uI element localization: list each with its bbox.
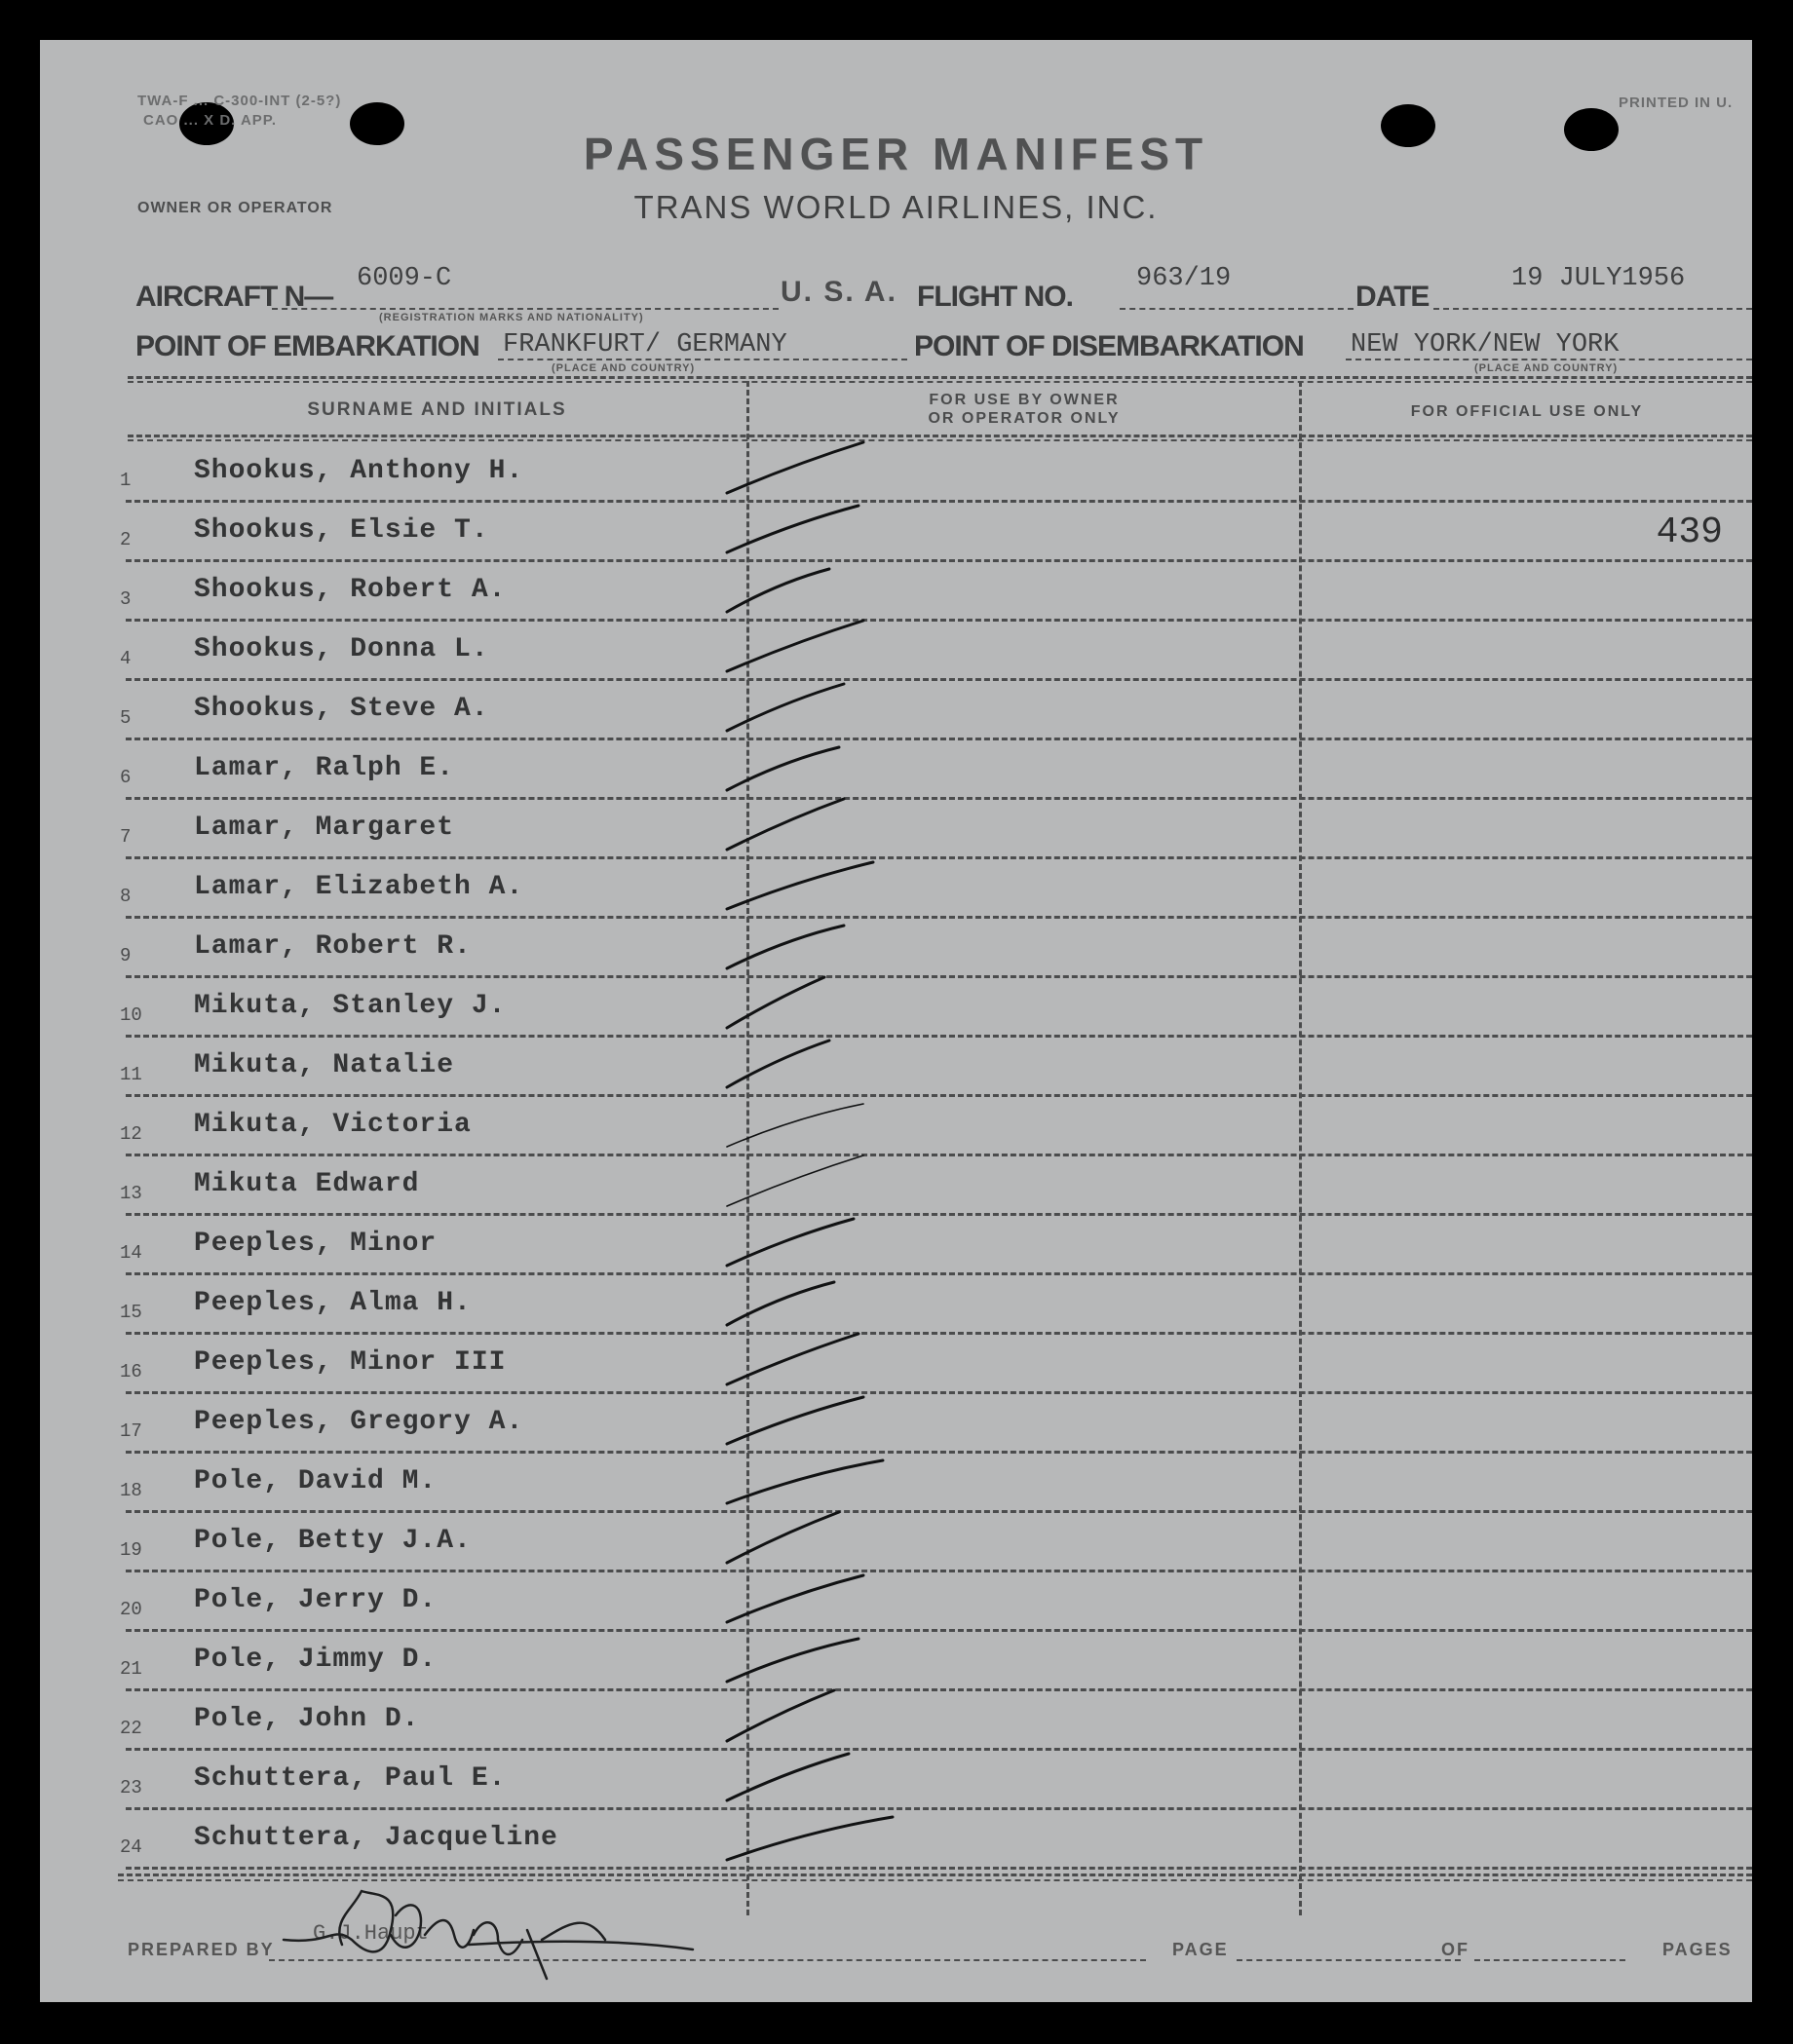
- official-use-value: 439: [1656, 511, 1723, 553]
- passenger-name: Pole, Jerry D.: [194, 1585, 438, 1615]
- row-number: 16: [120, 1361, 142, 1382]
- header-official-use: FOR OFFICIAL USE ONLY: [1410, 403, 1644, 420]
- row-number: 7: [120, 826, 132, 848]
- row-number: 8: [120, 886, 132, 907]
- row-number: 2: [120, 529, 132, 550]
- header-owner-use-text: FOR USE BY OWNER OR OPERATOR ONLY: [928, 392, 1121, 427]
- header-surname: SURNAME AND INITIALS: [307, 399, 567, 420]
- embark-place-note: (PLACE AND COUNTRY): [552, 362, 696, 374]
- form-title: PASSENGER MANIFEST: [583, 129, 1209, 179]
- passenger-name: Lamar, Ralph E.: [194, 753, 455, 783]
- row-number: 18: [120, 1480, 142, 1501]
- row-number: 22: [120, 1718, 142, 1739]
- passenger-name: Schuttera, Jacqueline: [194, 1823, 558, 1853]
- row-number: 21: [120, 1658, 142, 1680]
- passenger-name: Mikuta, Natalie: [194, 1050, 455, 1080]
- aircraft-label: AIRCRAFT N—: [135, 281, 333, 313]
- passenger-name: Pole, John D.: [194, 1704, 420, 1734]
- form-code-line2: CAO ... X D. APP.: [143, 112, 278, 129]
- page-label: PAGE: [1172, 1940, 1229, 1959]
- passenger-name: Peeples, Alma H.: [194, 1288, 472, 1318]
- passenger-name: Shookus, Anthony H.: [194, 456, 524, 486]
- signature: [40, 40, 1752, 2002]
- company-name: TRANS WORLD AIRLINES, INC.: [633, 189, 1159, 225]
- row-number: 15: [120, 1302, 142, 1323]
- of-underline: [1474, 1959, 1625, 1961]
- passenger-name: Shookus, Steve A.: [194, 694, 489, 724]
- flight-label: FLIGHT NO.: [917, 281, 1073, 313]
- prepared-by-label: PREPARED BY: [128, 1940, 275, 1959]
- row-number: 4: [120, 648, 132, 669]
- row-number: 24: [120, 1836, 142, 1858]
- printed-in-note: PRINTED IN U.: [1619, 95, 1734, 111]
- passenger-name: Mikuta Edward: [194, 1169, 420, 1199]
- passenger-name: Pole, Jimmy D.: [194, 1645, 438, 1675]
- embarkation-label: POINT OF EMBARKATION: [135, 330, 479, 362]
- passenger-name: Mikuta, Victoria: [194, 1110, 472, 1140]
- row-number: 9: [120, 945, 132, 966]
- passenger-name: Peeples, Minor III: [194, 1347, 507, 1378]
- date-label: DATE: [1355, 281, 1430, 313]
- passenger-name: Shookus, Robert A.: [194, 575, 507, 605]
- row-number: 11: [120, 1064, 142, 1085]
- row-number: 23: [120, 1777, 142, 1798]
- row-number: 1: [120, 470, 132, 491]
- page-underline: [1237, 1959, 1461, 1961]
- passenger-name: Shookus, Elsie T.: [194, 515, 489, 546]
- pages-label: PAGES: [1662, 1940, 1733, 1959]
- disembark-place-note: (PLACE AND COUNTRY): [1474, 362, 1619, 374]
- flight-value: 963/19: [1136, 264, 1232, 293]
- row-number: 6: [120, 767, 132, 788]
- row-number: 12: [120, 1123, 142, 1145]
- passenger-name: Mikuta, Stanley J.: [194, 991, 507, 1021]
- passenger-name: Schuttera, Paul E.: [194, 1763, 507, 1794]
- manifest-sheet: [40, 40, 1752, 2002]
- date-value: 19 JULY1956: [1511, 264, 1686, 293]
- owner-operator-label: OWNER OR OPERATOR: [137, 200, 333, 216]
- passenger-name: Lamar, Margaret: [194, 813, 455, 843]
- row-number: 5: [120, 707, 132, 729]
- disembarkation-label: POINT OF DISEMBARKATION: [914, 330, 1304, 362]
- passenger-name: Shookus, Donna L.: [194, 634, 489, 664]
- passenger-name: Lamar, Robert R.: [194, 931, 472, 962]
- row-number: 17: [120, 1420, 142, 1442]
- embarkation-value: FRANKFURT/ GERMANY: [503, 330, 787, 360]
- row-number: 10: [120, 1004, 142, 1026]
- disembarkation-value: NEW YORK/NEW YORK: [1351, 330, 1620, 360]
- passenger-name: Lamar, Elizabeth A.: [194, 872, 524, 902]
- preparer-name: G.J.Haupt: [313, 1921, 429, 1946]
- passenger-name: Peeples, Minor: [194, 1229, 438, 1259]
- row-number: 19: [120, 1539, 142, 1561]
- row-number: 14: [120, 1242, 142, 1264]
- row-number: 3: [120, 588, 132, 610]
- form-code-line1: TWA-F ... C-300-INT (2-5?): [137, 93, 342, 109]
- row-number: 20: [120, 1599, 142, 1620]
- registration-note: (REGISTRATION MARKS AND NATIONALITY): [379, 312, 644, 323]
- passenger-name: Pole, Betty J.A.: [194, 1526, 472, 1556]
- passenger-name: Pole, David M.: [194, 1466, 438, 1496]
- of-label: OF: [1441, 1940, 1469, 1959]
- aircraft-value: 6009-C: [357, 264, 452, 293]
- row-number: 13: [120, 1183, 142, 1204]
- passenger-name: Peeples, Gregory A.: [194, 1407, 524, 1437]
- nationality: U. S. A.: [781, 276, 897, 308]
